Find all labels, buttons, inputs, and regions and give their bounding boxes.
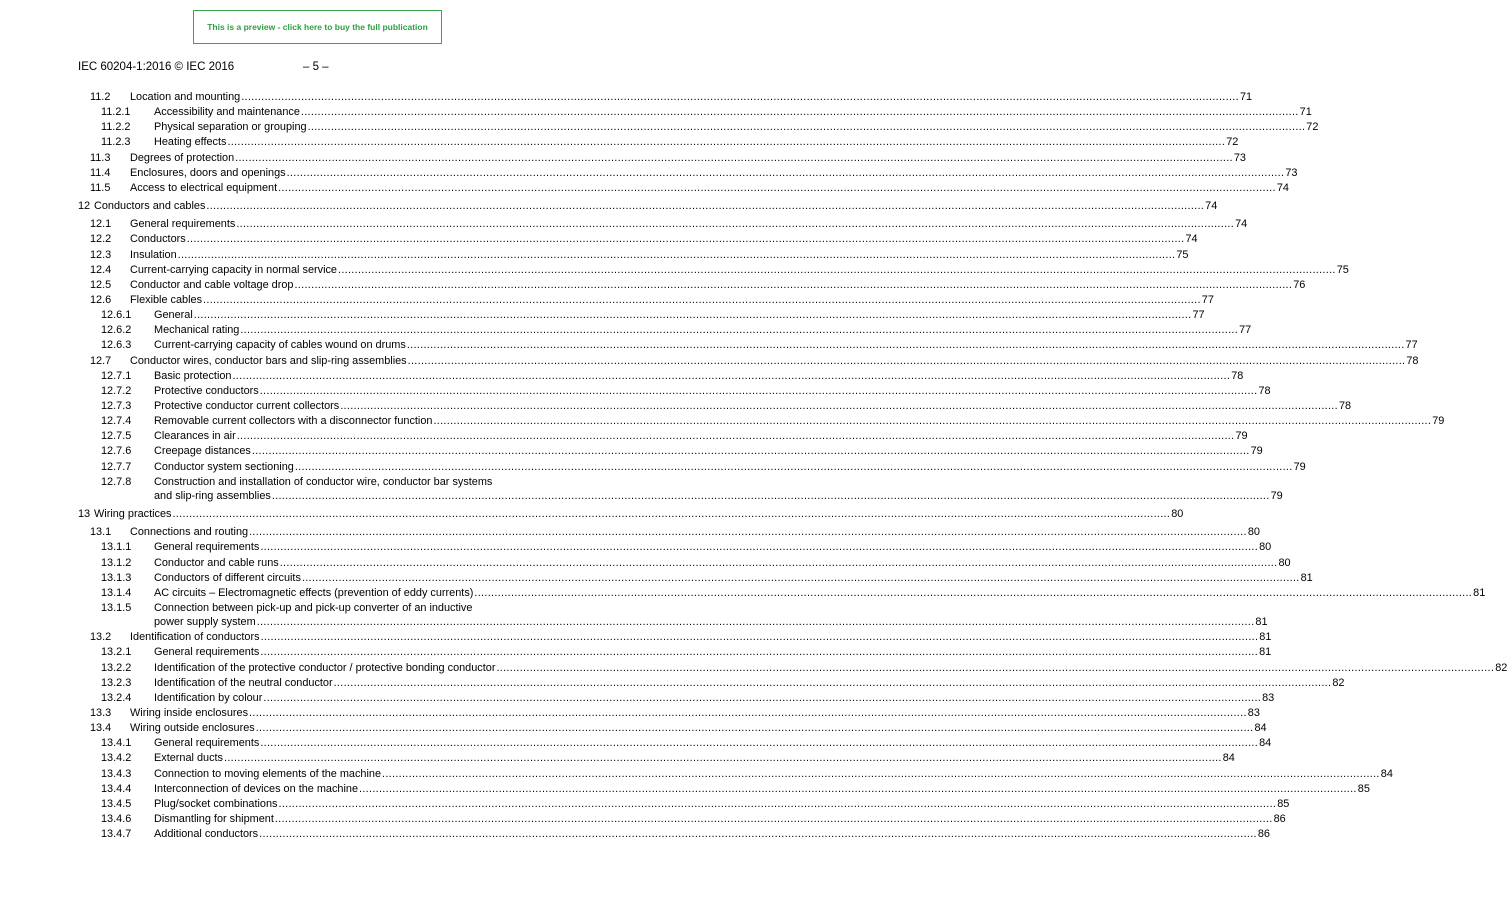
toc-leader-dots: ............................................................................................................................................................................................................................................................................................................ [177, 248, 1176, 261]
toc-leader-dots: ............................................................................................................................................................................................................................................................................................................ [251, 445, 1250, 458]
toc-entry[interactable] [90, 354, 1419, 369]
toc-entry-page: 77 [1201, 293, 1214, 306]
toc-entry-number: 13.4.2 [101, 752, 132, 765]
toc-entry[interactable] [90, 217, 1248, 232]
toc-entry-title: Interconnection of devices on the machine [154, 782, 359, 795]
toc-entry-number: 13.2.4 [101, 691, 132, 704]
toc-leader-dots: ............................................................................................................................................................................................................................................................................................................ [260, 737, 1259, 750]
toc-entry[interactable] [101, 661, 1507, 676]
toc-entry-page: 72 [1226, 136, 1239, 149]
toc-entry[interactable] [101, 308, 1205, 323]
toc-entry[interactable] [101, 444, 1263, 459]
toc-leader-dots: ............................................................................................................................................................................................................................................................................................................ [236, 218, 1235, 231]
toc-leader-dots: ............................................................................................................................................................................................................................................................................................................ [240, 324, 1239, 337]
toc-entry[interactable] [101, 751, 1235, 766]
toc-entry-page: 78 [1258, 384, 1271, 397]
toc-entry-title: Mechanical rating [154, 324, 240, 337]
toc-entry-number: 12.5 [90, 278, 112, 291]
toc-entry[interactable] [90, 263, 1349, 278]
toc-entry-number: 13.1.3 [101, 571, 132, 584]
toc-entry-number: 13.4.3 [101, 767, 132, 780]
toc-entry-title: Conductor and cable runs [154, 556, 279, 569]
toc-entry[interactable] [101, 571, 1313, 586]
toc-entry[interactable] [101, 105, 1312, 120]
toc-entry-title: Current-carrying capacity in normal service [130, 263, 337, 276]
toc-entry[interactable] [90, 232, 1198, 247]
toc-entry-number: 13.4.6 [101, 813, 132, 826]
toc-entry-title: Clearances in air [154, 430, 236, 443]
toc-entry-number: 11.3 [90, 151, 111, 164]
toc-leader-dots: ............................................................................................................................................................................................................................................................................................................ [259, 384, 1258, 397]
toc-entry-page: 84 [1222, 752, 1235, 765]
toc-entry-title: Wiring outside enclosures [130, 722, 255, 735]
toc-entry-number: 13.4.7 [101, 828, 132, 841]
toc-leader-dots: ............................................................................................................................................................................................................................................................................................................ [294, 278, 1293, 291]
toc-leader-dots: ............................................................................................................................................................................................................................................................................................................ [249, 707, 1247, 719]
toc-entry-page: 78 [1338, 400, 1352, 412]
toc-entry-page: 75 [1336, 263, 1349, 276]
toc-leader-dots: ............................................................................................................................................................................................................................................................................................................ [279, 556, 1278, 569]
toc-entry[interactable] [101, 767, 1393, 782]
toc-entry-page: 86 [1257, 828, 1270, 841]
toc-entry-page: 81 [1473, 586, 1486, 599]
toc-leader-dots: ............................................................................................................................................................................................................................................................................................................ [271, 489, 1270, 502]
toc-entry[interactable] [101, 782, 1370, 797]
toc-entry-page: 81 [1255, 616, 1268, 629]
toc-entry[interactable] [101, 369, 1244, 384]
toc-entry[interactable] [101, 691, 1275, 706]
toc-entry-page: 79 [1432, 415, 1445, 428]
toc-leader-dots: ............................................................................................................................................................................................................................................................................................................ [259, 828, 1257, 841]
toc-leader-dots: ............................................................................................................................................................................................................................................................................................................ [255, 722, 1254, 735]
toc-leader-dots: ............................................................................................................................................................................................................................................................................................................ [260, 541, 1259, 554]
toc-leader-dots: ............................................................................................................................................................................................................................................................................................................ [186, 233, 1185, 246]
toc-entry[interactable] [101, 586, 1486, 601]
toc-entry-title: Conductor wires, conductor bars and slip-ring assemblies [130, 354, 407, 367]
toc-entry-title: Plug/socket combinations [154, 797, 278, 810]
toc-entry-page: 77 [1405, 339, 1418, 352]
toc-entry-page: 77 [1239, 324, 1252, 337]
document-reference: IEC 60204-1:2016 © IEC 2016 [78, 61, 235, 73]
toc-entry[interactable] [90, 90, 1253, 105]
toc-entry-number: 12.7.4 [101, 415, 132, 428]
toc-entry-title: Identification by colour [154, 691, 263, 704]
toc-entry-page: 78 [1406, 354, 1419, 367]
toc-entry[interactable] [101, 676, 1345, 691]
toc-entry-page: 84 [1259, 737, 1272, 750]
buy-publication-link[interactable]: This is a preview - click here to buy the full publication [193, 10, 442, 44]
toc-leader-dots: ............................................................................................................................................................................................................................................................................................................ [227, 136, 1226, 149]
toc-leader-dots: ............................................................................................................................................................................................................................................................................................................ [278, 181, 1276, 194]
toc-leader-dots: ............................................................................................................................................................................................................................................................................................................ [496, 661, 1495, 674]
toc-entry[interactable] [101, 338, 1418, 353]
toc-entry-title: Additional conductors [154, 828, 259, 841]
toc-entry-number: 12.7.7 [101, 460, 132, 473]
page-number: – 5 – [303, 61, 329, 73]
toc-entry-number: 13.2 [90, 631, 112, 644]
toc-entry-title: Conductor and cable voltage drop [130, 278, 294, 291]
toc-entry-page: 79 [1293, 460, 1306, 473]
toc-entry-title: Insulation [130, 248, 177, 261]
toc-entry[interactable] [101, 797, 1290, 812]
toc-entry[interactable] [90, 721, 1267, 736]
toc-entry-page: 82 [1332, 676, 1345, 689]
toc-entry[interactable] [78, 507, 1184, 522]
toc-entry-number: 12.7.5 [101, 430, 132, 443]
toc-leader-dots: ............................................................................................................................................................................................................................................................................................................ [241, 91, 1239, 103]
toc-entry-number: 12.6.3 [101, 339, 132, 352]
toc-entry[interactable] [90, 166, 1298, 181]
toc-entry-title: Connection between pick-up and pick-up converter of an inductive [154, 601, 473, 614]
toc-entry[interactable] [101, 414, 1445, 429]
toc-entry-page: 77 [1192, 309, 1205, 322]
toc-entry-page: 84 [1380, 767, 1393, 780]
toc-entry-page: 71 [1299, 106, 1312, 119]
toc-entry-title: Physical separation or grouping [154, 121, 307, 134]
toc-entry-page: 78 [1231, 369, 1244, 382]
toc-entry[interactable] [101, 120, 1319, 135]
toc-entry[interactable] [90, 525, 1260, 540]
toc-entry[interactable] [101, 460, 1306, 475]
toc-entry-page: 80 [1247, 526, 1260, 539]
toc-entry-title: Flexible cables [130, 293, 203, 306]
toc-entry-page: 71 [1239, 91, 1253, 103]
toc-entry-title: Conductors [130, 233, 186, 246]
toc-entry-number: 11.2.3 [101, 136, 131, 149]
toc-leader-dots: ............................................................................................................................................................................................................................................................................................................ [260, 631, 1259, 644]
toc-entry-page: 73 [1233, 151, 1246, 164]
toc-entry-page: 83 [1247, 707, 1260, 719]
toc-entry[interactable] [90, 630, 1272, 645]
toc-entry-page: 76 [1293, 278, 1306, 291]
toc-entry-number: 11.2.2 [101, 121, 131, 134]
toc-leader-dots: ............................................................................................................................................................................................................................................................................................................ [286, 166, 1285, 179]
toc-entry-title: Heating effects [154, 136, 227, 149]
toc-leader-dots: ............................................................................................................................................................................................................................................................................................................ [333, 676, 1332, 689]
toc-entry-number: 13.2.1 [101, 646, 132, 659]
toc-entry-page: 86 [1273, 813, 1286, 826]
toc-entry-page: 85 [1277, 797, 1290, 810]
toc-entry-title: Creepage distances [154, 445, 251, 458]
toc-entry-number: 12.6.2 [101, 324, 132, 337]
toc-entry-number: 12.2 [90, 233, 112, 246]
toc-entry-title: Access to electrical equipment [130, 181, 278, 194]
toc-entry-number: 11.4 [90, 166, 111, 179]
toc-entry-number: 12.1 [90, 218, 112, 231]
toc-leader-dots: ............................................................................................................................................................................................................................................................................................................ [406, 339, 1405, 352]
toc-entry-page: 80 [1171, 508, 1184, 521]
toc-leader-dots: ............................................................................................................................................................................................................................................................................................................ [263, 691, 1262, 704]
toc-entry-page: 81 [1300, 571, 1313, 584]
toc-leader-dots: ............................................................................................................................................................................................................................................................................................................ [193, 309, 1192, 322]
toc-entry-title: Identification of the neutral conductor [154, 676, 333, 689]
toc-leader-dots: ............................................................................................................................................................................................................................................................................................................ [249, 526, 1247, 539]
toc-entry-page: 74 [1185, 233, 1198, 246]
toc-leader-dots: ............................................................................................................................................................................................................................................................................................................ [256, 616, 1255, 629]
toc-entry-page: 73 [1285, 166, 1298, 179]
toc-entry-page: 80 [1259, 541, 1272, 554]
toc-leader-dots: ............................................................................................................................................................................................................................................................................................................ [172, 508, 1171, 521]
toc-entry-number: 12 [78, 200, 91, 213]
toc-entry-page: 80 [1278, 556, 1291, 569]
toc-entry-number: 11.2 [90, 91, 111, 103]
toc-entry-page: 74 [1276, 181, 1289, 194]
toc-entry[interactable] [90, 706, 1260, 721]
toc-entry[interactable] [90, 151, 1246, 166]
toc-entry-page: 74 [1235, 218, 1248, 231]
toc-entry-title: Accessibility and maintenance [154, 106, 300, 119]
toc-entry-number: 11.2.1 [101, 106, 131, 119]
toc-entry[interactable] [101, 601, 1268, 631]
toc-leader-dots: ............................................................................................................................................................................................................................................................................................................ [301, 571, 1300, 584]
toc-entry-title: Connection to moving elements of the machine [154, 767, 382, 780]
toc-entry-number: 13.4 [90, 722, 112, 735]
toc-entry-title: Dismantling for shipment [154, 813, 274, 826]
toc-leader-dots: ............................................................................................................................................................................................................................................................................................................ [260, 646, 1259, 659]
toc-entry-title: General requirements [154, 737, 260, 750]
toc-entry-title: and slip-ring assemblies [154, 489, 271, 502]
toc-entry-page: 74 [1205, 200, 1218, 213]
toc-entry-title: Conductor system sectioning [154, 460, 294, 473]
toc-leader-dots: ............................................................................................................................................................................................................................................................................................................ [433, 415, 1432, 428]
toc-leader-dots: ............................................................................................................................................................................................................................................................................................................ [382, 767, 1380, 780]
toc-entry-number: 13.4.4 [101, 782, 132, 795]
toc-entry-number: 13.2.3 [101, 676, 132, 689]
toc-entry-title: Identification of the protective conductor / protective bonding conductor [154, 661, 496, 674]
toc-leader-dots: ............................................................................................................................................................................................................................................................................................................ [224, 752, 1222, 765]
toc-entry-number: 13.1 [90, 526, 112, 539]
toc-entry[interactable] [101, 384, 1271, 399]
toc-entry-title: Degrees of protection [130, 151, 235, 164]
toc-leader-dots: ............................................................................................................................................................................................................................................................................................................ [236, 430, 1235, 443]
toc-leader-dots: ............................................................................................................................................................................................................................................................................................................ [274, 813, 1273, 826]
toc-leader-dots: ............................................................................................................................................................................................................................................................................................................ [294, 460, 1293, 473]
toc-entry-page: 72 [1306, 121, 1319, 134]
toc-entry-number: 13.1.4 [101, 586, 132, 599]
toc-entry-number: 13.1.5 [101, 601, 132, 614]
toc-entry-title: Conductors of different circuits [154, 571, 301, 584]
toc-entry-title: General requirements [130, 218, 236, 231]
toc-entry-number: 12.7.6 [101, 445, 132, 458]
toc-entry-page: 81 [1259, 646, 1272, 659]
toc-entry-title: Location and mounting [130, 91, 241, 103]
toc-entry-page: 83 [1262, 691, 1275, 704]
toc-entry-number: 12.3 [90, 248, 112, 261]
toc-leader-dots: ............................................................................................................................................................................................................................................................................................................ [338, 263, 1336, 276]
toc-entry-page: 85 [1357, 782, 1370, 795]
toc-entry-number: 13.1.1 [101, 541, 132, 554]
toc-leader-dots: ............................................................................................................................................................................................................................................................................................................ [235, 151, 1233, 164]
toc-entry-title: External ducts [154, 752, 224, 765]
toc-entry[interactable] [90, 278, 1306, 293]
toc-entry-number: 12.6.1 [101, 309, 132, 322]
toc-entry-title: Conductors and cables [94, 200, 206, 213]
toc-leader-dots: ............................................................................................................................................................................................................................................................................................................ [340, 400, 1338, 412]
toc-entry-title: Enclosures, doors and openings [130, 166, 286, 179]
toc-entry-number: 12.7.8 [101, 475, 132, 488]
toc-entry[interactable] [101, 556, 1291, 571]
toc-entry-number: 12.7.2 [101, 384, 132, 397]
toc-entry-title: Current-carrying capacity of cables wound on drums [154, 339, 406, 352]
toc-entry-number: 12.7 [90, 354, 112, 367]
toc-entry[interactable] [101, 540, 1272, 555]
toc-entry-number: 12.4 [90, 263, 112, 276]
toc-entry[interactable] [90, 248, 1189, 263]
toc-entry-title: AC circuits – Electromagnetic effects (prevention of eddy currents) [154, 586, 474, 599]
toc-entry[interactable] [101, 827, 1270, 842]
toc-entry-number: 13.2.2 [101, 661, 132, 674]
toc-entry-title: Connections and routing [130, 526, 249, 539]
toc-entry[interactable] [101, 475, 1283, 505]
toc-entry-title: Wiring practices [94, 508, 172, 521]
toc-entry[interactable] [90, 181, 1289, 196]
toc-entry[interactable] [101, 429, 1248, 444]
toc-entry-number: 13.4.5 [101, 797, 132, 810]
toc-entry-title: Wiring inside enclosures [130, 707, 249, 719]
toc-leader-dots: ............................................................................................................................................................................................................................................................................................................ [300, 106, 1299, 119]
toc-entry-page: 79 [1235, 430, 1248, 443]
toc-entry-number: 12.6 [90, 293, 112, 306]
toc-entry-number: 13 [78, 508, 91, 521]
toc-entry-title: Identification of conductors [130, 631, 260, 644]
toc-leader-dots: ............................................................................................................................................................................................................................................................................................................ [307, 121, 1306, 134]
toc-entry-page: 82 [1495, 661, 1507, 674]
toc-entry-title: power supply system [154, 616, 256, 629]
toc-entry-title: General [154, 309, 193, 322]
toc-entry-title: General requirements [154, 646, 260, 659]
toc-leader-dots: ............................................................................................................................................................................................................................................................................................................ [407, 354, 1406, 367]
toc-entry[interactable] [101, 645, 1272, 660]
toc-entry[interactable] [101, 736, 1272, 751]
toc-entry[interactable] [101, 399, 1352, 414]
toc-entry-title: Protective conductor current collectors [154, 400, 340, 412]
toc-entry-number: 13.1.2 [101, 556, 132, 569]
toc-entry-number: 13.3 [90, 707, 112, 719]
toc-leader-dots: ............................................................................................................................................................................................................................................................................................................ [206, 200, 1205, 213]
toc-entry[interactable] [101, 812, 1286, 827]
toc-entry-title: Protective conductors [154, 384, 259, 397]
toc-entry-title: Removable current collectors with a disconnector function [154, 415, 433, 428]
toc-leader-dots: ............................................................................................................................................................................................................................................................................................................ [474, 586, 1473, 599]
toc-entry-title: Construction and installation of conductor wire, conductor bar systems [154, 475, 493, 488]
toc-entry-title: Basic protection [154, 369, 232, 382]
toc-entry[interactable] [78, 199, 1218, 214]
toc-entry-number: 12.7.3 [101, 400, 132, 412]
toc-entry-page: 79 [1250, 445, 1263, 458]
toc-entry[interactable] [101, 323, 1252, 338]
toc-entry-number: 13.4.1 [101, 737, 132, 750]
toc-entry-page: 79 [1270, 489, 1283, 502]
toc-entry[interactable] [90, 293, 1214, 308]
toc-leader-dots: ............................................................................................................................................................................................................................................................................................................ [359, 782, 1357, 795]
toc-leader-dots: ............................................................................................................................................................................................................................................................................................................ [203, 293, 1201, 306]
toc-leader-dots: ............................................................................................................................................................................................................................................................................................................ [278, 797, 1277, 810]
toc-entry-number: 12.7.1 [101, 369, 132, 382]
toc-entry-page: 75 [1176, 248, 1189, 261]
toc-entry-page: 84 [1254, 722, 1267, 735]
toc-entry-title: General requirements [154, 541, 260, 554]
toc-entry-number: 11.5 [90, 181, 111, 194]
toc-entry-page: 81 [1259, 631, 1272, 644]
toc-entry[interactable] [101, 135, 1239, 150]
toc-leader-dots: ............................................................................................................................................................................................................................................................................................................ [232, 369, 1231, 382]
